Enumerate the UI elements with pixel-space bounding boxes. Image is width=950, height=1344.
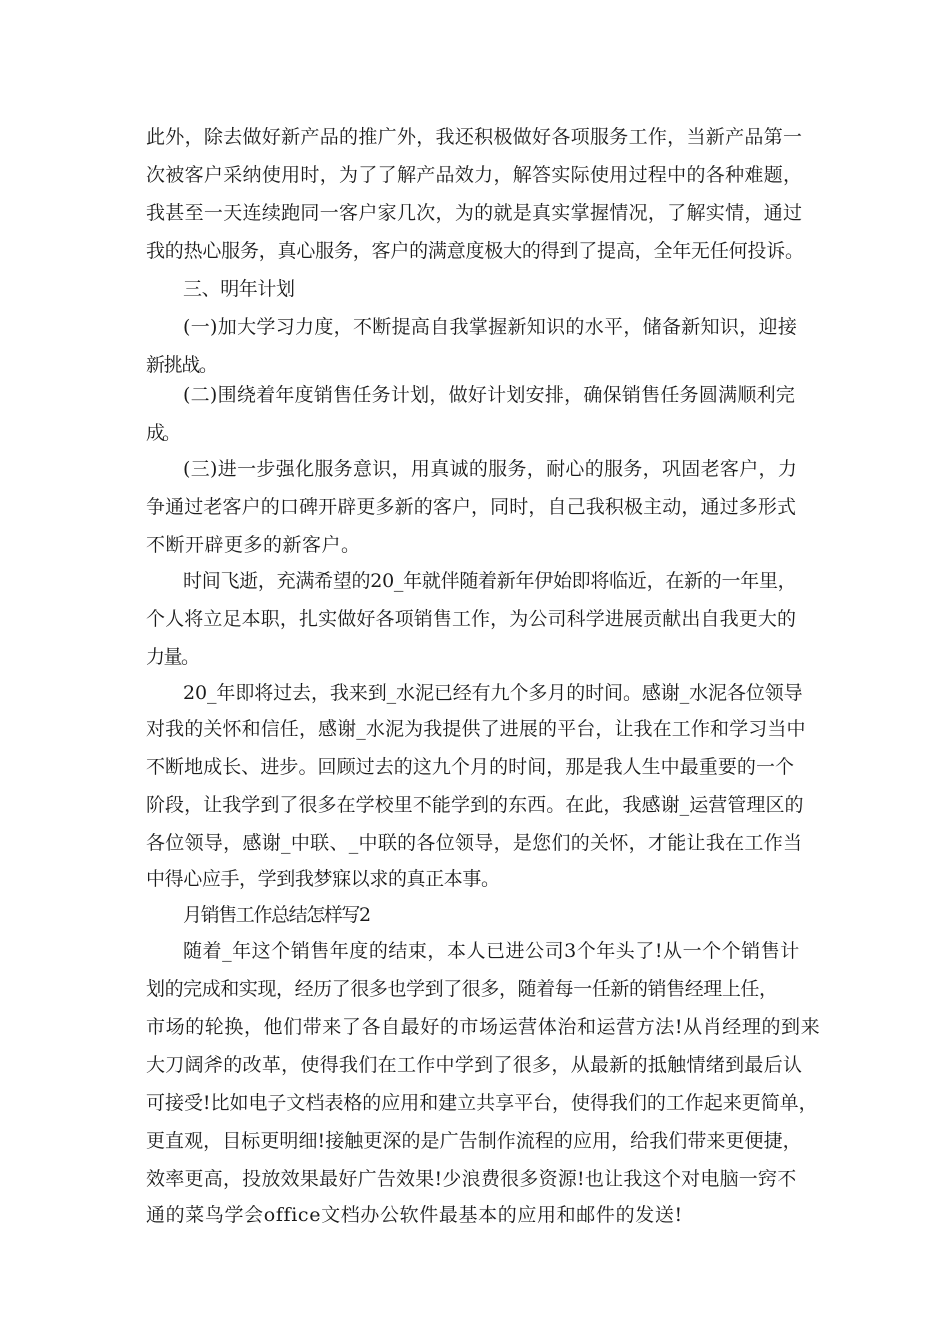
text-line: 效率更高，投放效果最好广告效果!少浪费很多资源!也让我这个对电脑一窍不 xyxy=(146,1168,797,1190)
text-line: 三、明年计划 xyxy=(183,278,295,300)
text-line: 新挑战。 xyxy=(146,354,217,376)
text-line: 中得心应手，学到我梦寐以求的真正本事。 xyxy=(146,868,500,890)
text-line: 成。 xyxy=(146,422,179,444)
text-line: 月销售工作总结怎样写2 xyxy=(183,904,370,926)
text-line: 阶段，让我学到了很多在学校里不能学到的东西。在此，我感谢_运营管理区的 xyxy=(146,794,804,816)
text-line: 对我的关怀和信任，感谢_水泥为我提供了进展的平台，让我在工作和学习当中 xyxy=(146,718,806,740)
text-line: (三)进一步强化服务意识，用真诚的服务，耐心的服务，巩固老客户，力 xyxy=(183,458,798,480)
text-line: 不断地成长、进步。回顾过去的这九个月的时间，那是我人生中最重要的一个 xyxy=(146,756,795,778)
text-line: 争通过老客户的口碑开辟更多新的客户，同时，自己我积极主动，通过多形式 xyxy=(146,496,797,518)
text-line: (一)加大学习力度，不断提高自我掌握新知识的水平，储备新知识，迎接 xyxy=(183,316,798,338)
text-line: 通的菜鸟学会office文档办公软件最基本的应用和邮件的发送! xyxy=(146,1204,683,1226)
text-line: 大刀阔斧的改革，使得我们在工作中学到了很多，从最新的抵触情绪到最后认 xyxy=(146,1054,803,1076)
text-line: (二)围绕着年度销售任务计划，做好计划安排，确保销售任务圆满顺利完 xyxy=(183,384,796,406)
text-line: 随着_年这个销售年度的结束，本人已进公司3个年头了!从一个个销售计 xyxy=(183,940,800,962)
text-line: 市场的轮换，他们带来了各自最好的市场运营体治和运营方法!从肖经理的到来 xyxy=(146,1016,821,1038)
text-line: 我的热心服务，真心服务，客户的满意度极大的得到了提高，全年无任何投诉。 xyxy=(146,240,804,262)
text-line: 时间飞逝，充满希望的20_年就伴随着新年伊始即将临近，在新的一年里， xyxy=(183,570,797,592)
text-line: 个人将立足本职，扎实做好各项销售工作，为公司科学进展贡献出自我更大的 xyxy=(146,608,797,630)
text-line: 力量。 xyxy=(146,646,199,668)
text-line: 20_年即将过去，我来到_水泥已经有九个多月的时间。感谢_水泥各位领导 xyxy=(183,682,803,704)
text-line: 可接受!比如电子文档表格的应用和建立共享平台，使得我们的工作起来更简单， xyxy=(146,1092,818,1114)
text-line: 我甚至一天连续跑同一客户家几次，为的就是真实掌握情况，了解实情，通过 xyxy=(146,202,803,224)
text-line: 更直观，目标更明细!接触更深的是广告制作流程的应用，给我们带来更便捷， xyxy=(146,1130,802,1152)
text-line: 次被客户采纳使用时，为了了解产品效力，解答实际使用过程中的各种难题， xyxy=(146,164,803,186)
text-line: 不断开辟更多的新客户。 xyxy=(146,534,361,556)
text-line: 划的完成和实现，经历了很多也学到了很多，随着每一任新的销售经理上任， xyxy=(146,978,778,1000)
text-line: 此外，除去做好新产品的推广外，我还积极做好各项服务工作，当新产品第一 xyxy=(146,126,803,148)
text-line: 各位领导，感谢_中联、_中联的各位领导，是您们的关怀，才能让我在工作当 xyxy=(146,832,803,854)
